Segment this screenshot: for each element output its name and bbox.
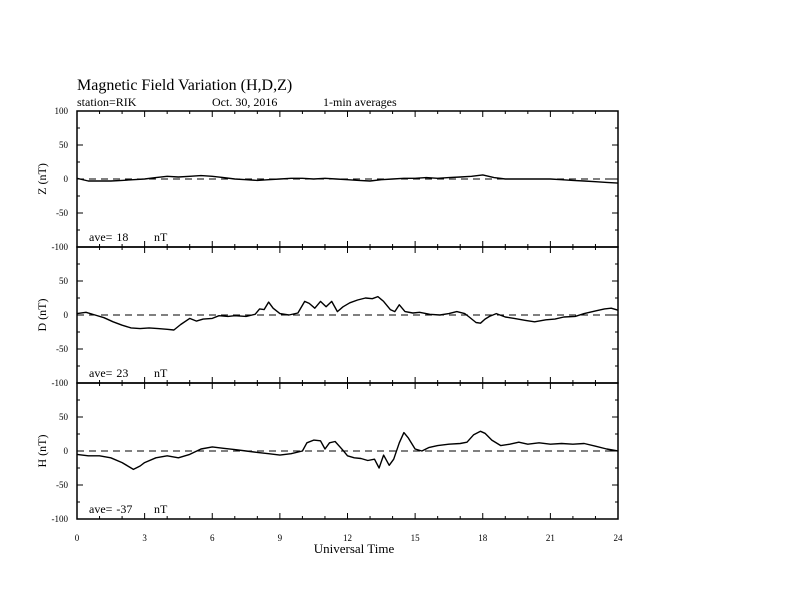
h-y-tick-label: -100 [51,514,68,524]
x-tick-label: 3 [142,533,147,543]
z-average-value: 18 [116,230,129,244]
averaging-label: 1-min averages [323,95,397,109]
d-average-prefix: ave= [89,366,113,380]
d-y-axis-label: D (nT) [35,298,49,332]
h-average-prefix: ave= [89,502,113,516]
x-tick-label: 9 [277,533,283,543]
x-axis-label: Universal Time [313,541,395,556]
x-tick-label: 18 [478,533,488,543]
x-tick-label: 0 [74,533,80,543]
z-y-tick-label: -100 [51,242,68,252]
station-label: station=RIK [77,95,137,109]
d-average-label [89,366,128,380]
z-y-tick-label: 0 [63,174,68,184]
d-average-value: 23 [116,366,129,380]
d-y-tick-label: 0 [63,310,68,320]
date-label: Oct. 30, 2016 [212,95,278,109]
h-y-axis-label: H (nT) [35,434,49,468]
z-average-unit: nT [154,230,168,244]
x-tick-label: 12 [343,533,352,543]
d-y-tick-label: -50 [56,344,68,354]
z-y-tick-label: 50 [59,140,68,150]
h-y-tick-label: 50 [59,412,68,422]
d-y-tick-label: -100 [51,378,68,388]
x-tick-label: 15 [410,533,420,543]
d-average-unit: nT [154,366,168,380]
x-tick-label: 24 [613,533,623,543]
h-average-value: -37 [116,502,133,516]
z-y-tick-label: -50 [56,208,68,218]
h-y-tick-label: -50 [56,480,68,490]
x-tick-label: 6 [210,533,215,543]
z-average-prefix: ave= [89,230,113,244]
x-tick-label: 21 [545,533,555,543]
z-average-label [89,230,128,244]
d-y-tick-label: 50 [59,276,68,286]
chart-title: Magnetic Field Variation (H,D,Z) [77,77,293,94]
h-average-unit: nT [154,502,168,516]
h-y-tick-label: 0 [63,446,68,456]
h-average-label [89,502,132,516]
z-y-tick-label: 100 [54,106,68,116]
z-y-axis-label: Z (nT) [35,163,49,195]
